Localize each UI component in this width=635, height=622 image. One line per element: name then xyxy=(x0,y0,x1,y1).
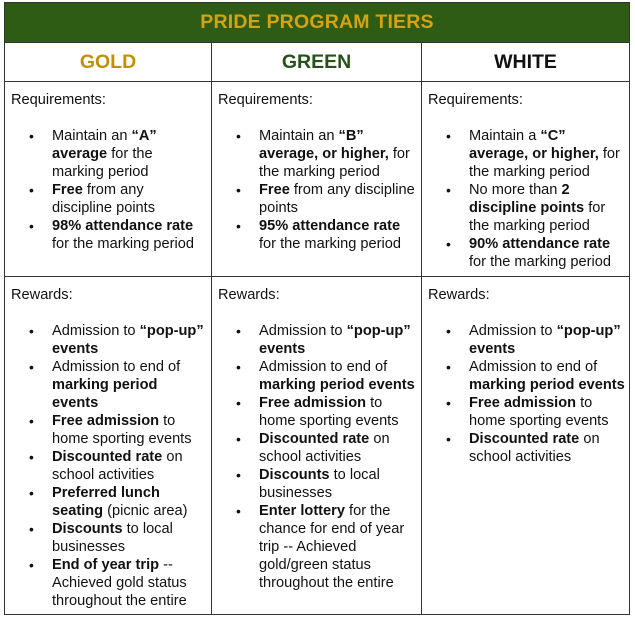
list-item xyxy=(52,448,211,484)
bold-text: 98% attendance rate xyxy=(52,218,194,234)
bold-text: Free admission xyxy=(259,395,367,411)
title-banner xyxy=(5,3,630,43)
requirements-label: Requirements: xyxy=(218,92,313,108)
item-text: Admission to end of xyxy=(52,359,181,375)
item-text: No more than xyxy=(469,182,562,198)
list-item xyxy=(259,466,421,502)
bold-text: Enter lottery xyxy=(259,503,345,519)
gold-requirements-list xyxy=(5,127,211,253)
gold-requirements-cell xyxy=(5,82,212,277)
rewards-label: Rewards: xyxy=(428,287,490,303)
bold-text: Free admission xyxy=(52,413,160,429)
item-text: Maintain an xyxy=(52,128,132,144)
item-text: on school activities xyxy=(469,431,600,465)
list-item xyxy=(469,127,629,181)
item-text: for the marking period xyxy=(259,236,401,252)
item-text: Maintain an xyxy=(259,128,339,144)
white-requirements-list xyxy=(422,127,629,271)
green-requirements-cell xyxy=(212,82,422,277)
item-text: for the marking period xyxy=(469,146,620,180)
item-text: to home sporting events xyxy=(52,413,192,447)
bold-text: Free xyxy=(52,182,83,198)
tier-header-gold: GOLD xyxy=(5,43,212,82)
item-text: for the marking period xyxy=(469,200,606,234)
item-text: from any discipline points xyxy=(259,182,415,216)
list-item xyxy=(259,127,421,181)
bold-text: “B” average, or higher, xyxy=(259,128,389,162)
bold-text: Free admission xyxy=(469,395,577,411)
list-item xyxy=(259,430,421,466)
bold-text: 2 discipline points xyxy=(469,182,585,216)
list-item xyxy=(469,430,629,466)
bold-text: Free xyxy=(259,182,290,198)
rewards-label: Rewards: xyxy=(11,287,73,303)
green-rewards-list xyxy=(212,322,421,592)
bold-text: Preferred lunch seating xyxy=(52,485,160,519)
list-item xyxy=(259,502,421,592)
list-item xyxy=(52,520,211,556)
bold-text: Discounted rate xyxy=(259,431,370,447)
bold-text: End of year trip xyxy=(52,557,160,573)
rewards-label: Rewards: xyxy=(218,287,280,303)
bold-text: “pop-up” events xyxy=(259,323,411,357)
item-text: Admission to xyxy=(259,323,347,339)
item-text: to home sporting events xyxy=(259,395,399,429)
list-item xyxy=(52,217,211,253)
item-text: for the marking period xyxy=(52,146,153,180)
white-rewards-list xyxy=(422,322,629,466)
list-item xyxy=(259,394,421,430)
item-text: to home sporting events xyxy=(469,395,609,429)
item-text: Admission to end of xyxy=(259,359,388,375)
bold-text: 90% attendance rate xyxy=(469,236,611,252)
item-text: Admission to end of xyxy=(469,359,598,375)
bold-text: 95% attendance rate xyxy=(259,218,401,234)
item-text: (picnic area) xyxy=(103,503,188,519)
list-item xyxy=(52,322,211,358)
bold-text: marking period events xyxy=(259,377,415,393)
bold-text: “C” average, or higher, xyxy=(469,128,599,162)
tier-header-white: WHITE xyxy=(422,43,630,82)
gold-rewards-cell xyxy=(5,277,212,615)
list-item xyxy=(52,556,211,610)
list-item xyxy=(52,358,211,412)
item-text: for the marking period xyxy=(259,146,410,180)
bold-text: “pop-up” events xyxy=(469,323,621,357)
item-text: Maintain a xyxy=(469,128,541,144)
bold-text: “pop-up” events xyxy=(52,323,204,357)
item-text: on school activities xyxy=(52,449,183,483)
list-item xyxy=(52,127,211,181)
list-item xyxy=(469,394,629,430)
list-item xyxy=(52,412,211,448)
gold-rewards-list xyxy=(5,322,211,610)
bold-text: Discounts xyxy=(52,521,123,537)
requirements-label: Requirements: xyxy=(428,92,523,108)
item-text: to local businesses xyxy=(52,521,173,555)
list-item xyxy=(469,235,629,271)
bold-text: marking period events xyxy=(52,377,158,411)
item-text: on school activities xyxy=(259,431,390,465)
bold-text: marking period events xyxy=(469,377,625,393)
requirements-label: Requirements: xyxy=(11,92,106,108)
item-text: -- Achieved gold status throughout the entire xyxy=(52,557,187,609)
list-item xyxy=(259,217,421,253)
pride-tiers-table xyxy=(4,2,630,615)
list-item xyxy=(469,181,629,235)
list-item xyxy=(259,358,421,394)
list-item xyxy=(469,358,629,394)
list-item xyxy=(259,322,421,358)
bold-text: Discounted rate xyxy=(469,431,580,447)
green-rewards-cell xyxy=(212,277,422,615)
tier-header-green: GREEN xyxy=(212,43,422,82)
item-text: to local businesses xyxy=(259,467,380,501)
list-item xyxy=(259,181,421,217)
item-text: Admission to xyxy=(469,323,557,339)
item-text: Admission to xyxy=(52,323,140,339)
list-item xyxy=(52,484,211,520)
white-requirements-cell xyxy=(422,82,630,277)
bold-text: Discounts xyxy=(259,467,330,483)
bold-text: Discounted rate xyxy=(52,449,163,465)
item-text: for the chance for end of year trip -- Achieved gold/green status throughout the entire xyxy=(259,503,405,591)
item-text: for the marking period xyxy=(469,254,611,270)
white-rewards-cell xyxy=(422,277,630,615)
table-title: PRIDE PROGRAM TIERS xyxy=(200,11,434,33)
green-requirements-list xyxy=(212,127,421,253)
list-item xyxy=(469,322,629,358)
bold-text: “A” average xyxy=(52,128,157,162)
item-text: from any discipline points xyxy=(52,182,156,216)
item-text: for the marking period xyxy=(52,236,194,252)
list-item xyxy=(52,181,211,217)
